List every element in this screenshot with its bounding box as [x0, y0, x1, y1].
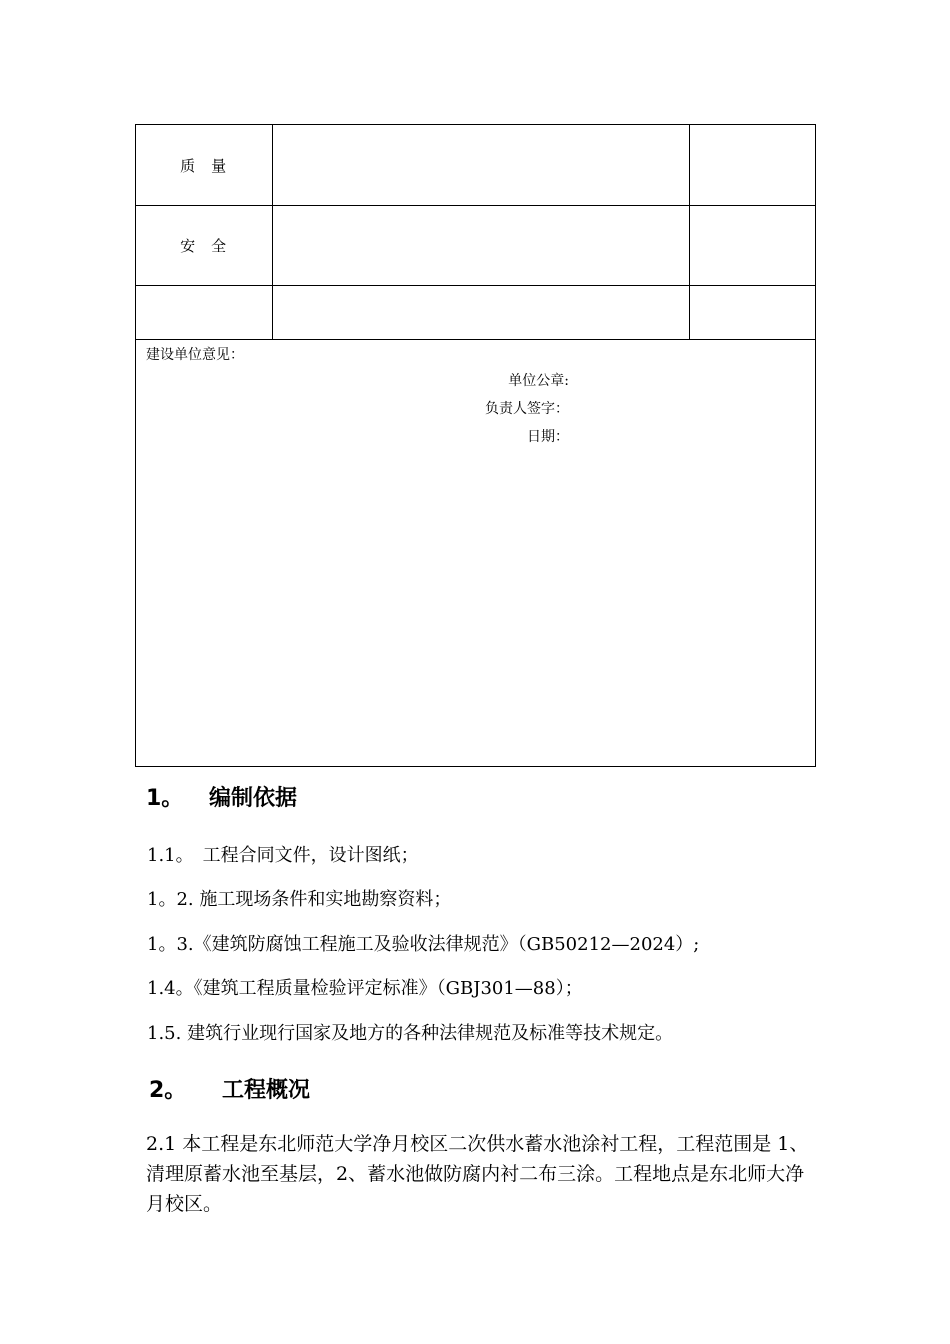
- opinion-cell: [136, 340, 816, 767]
- table-row-opinion: [136, 340, 816, 767]
- section1-number: 1。: [146, 786, 184, 811]
- section1-title: 编制依据: [209, 785, 298, 811]
- row-content-safety: [273, 206, 690, 286]
- table-row-quality: [136, 125, 816, 206]
- date-label: 日期：: [527, 429, 569, 445]
- table-row-safety: [136, 206, 816, 286]
- table-row-blank: [136, 286, 816, 340]
- inspection-form-table: [135, 124, 816, 767]
- section1-heading: [146, 781, 297, 812]
- row-side-safety: [689, 206, 815, 286]
- opinion-title: 建设单位意见：: [146, 347, 244, 363]
- unit-seal-label: 单位公章:: [508, 373, 569, 389]
- row-content-quality: [273, 125, 690, 206]
- section1-item-4: 1.4。《建筑工程质量检验评定标准》（GBJ301—88）；: [147, 978, 583, 999]
- row-label-blank: [136, 286, 273, 340]
- section2-paragraph: 2.1 本工程是东北师范大学净月校区二次供水蓄水池涂衬工程，工程范围是 1、清理原蓄水池至基层，2、蓄水池做防腐内衬二布三涂。工程地点是东北师大净月校区。: [146, 1133, 809, 1215]
- row-side-quality: [689, 125, 815, 206]
- row-content-blank: [273, 286, 690, 340]
- section1-item-5: 1.5. 建筑行业现行国家及地方的各种法律规范及标准等技术规定。: [147, 1023, 674, 1044]
- section2-title: 工程概况: [222, 1077, 311, 1103]
- row-side-blank: [689, 286, 815, 340]
- section1-item-2: 1。2. 施工现场条件和实地勘察资料；: [147, 889, 452, 910]
- section2-heading: [149, 1073, 310, 1104]
- section2-number: 2。: [149, 1078, 187, 1103]
- section1-item-1: 1.1。 工程合同文件，设计图纸；: [147, 845, 419, 866]
- row-label-quality: 质 量: [136, 125, 273, 206]
- section1-item-3: 1。3.《建筑防腐蚀工程施工及验收法律规范》（GB50212—2024）;: [147, 934, 700, 955]
- signature-label: 负责人签字：: [485, 401, 569, 417]
- row-label-safety: 安 全: [136, 206, 273, 286]
